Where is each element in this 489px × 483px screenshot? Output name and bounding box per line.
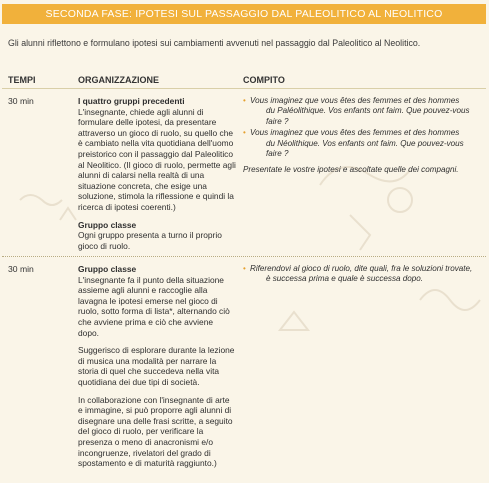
- task-item: [243, 264, 479, 285]
- header-divider: [2, 88, 486, 89]
- org-block: [78, 220, 236, 252]
- column-header-organization: ORGANIZZAZIONE: [78, 75, 159, 85]
- bullet-icon: •: [243, 264, 246, 273]
- task-item-line: du Paléolithique. Vos enfants ont faim. Que pouvez-vous faire ?: [266, 106, 470, 126]
- row-2-organization: [78, 264, 236, 476]
- row-1-task: [243, 96, 479, 176]
- task-item-line: Riferendovi al gioco di ruolo, dite quali, fra le soluzioni trovate,: [250, 264, 473, 273]
- org-block-title: Gruppo classe: [78, 264, 137, 274]
- task-item-line: Vous imaginez que vous êtes des femmes et des hommes: [250, 96, 460, 105]
- row-1-time: 30 min: [8, 96, 34, 106]
- row-2-task: [243, 264, 479, 286]
- task-item-line: du Néolithique. Vos enfants ont faim. Que pouvez-vous faire ?: [266, 138, 464, 159]
- org-block-text: L'insegnante, chiede agli alunni di formulare delle ipotesi, da presentare attraverso un gioco di ruolo, su quello che è cambiato nella vita quotidiana dell'uomo preistorico con il passaggio dal Paleolitico al Neolitico. (Il gioco di ruolo, permette agli alunni di calarsi nella realtà di una situazione concreta, che esige una soluzione, stimola la riflessione e quindi la ricerca di ipotesi coerenti.): [78, 106, 236, 212]
- task-item: [243, 96, 479, 127]
- row-2-time: 30 min: [8, 264, 34, 274]
- org-block-title: I quattro gruppi precedenti: [78, 96, 185, 106]
- org-block-text: In collaborazione con l'insegnante di arte e immagine, si può proporre agli alunni di disegnare una delle frasi scritte, a seguito del gioco di ruolo, per verificare la presenza o meno di anacronismi e/o incongruenze, rivelatori del grado di spostamento e di maturità raggiunto.): [78, 394, 233, 469]
- org-block-title: Gruppo classe: [78, 219, 137, 230]
- section-header: [2, 4, 486, 24]
- row-divider: [2, 256, 486, 257]
- column-header-time: TEMPI: [8, 75, 36, 85]
- column-header-task: COMPITO: [243, 75, 285, 85]
- org-block: [78, 345, 236, 387]
- org-block: [78, 395, 236, 469]
- org-block-text: L'insegnante fa il punto della situazione assieme agli alunni e raccoglie alla lavagna le ipotesi emerse nel gioco di ruolo, sotto forma di lista*, alternando ciò che avviene prima e ciò che avviene dopo.: [78, 274, 230, 338]
- org-block-text: Suggerisco di esplorare durante la lezione di musica una modalità per narrare la storia di quel che succedeva nella vita quotidiana dei due tipi di società.: [78, 345, 235, 387]
- row-1-organization: [78, 96, 236, 258]
- bullet-icon: •: [243, 96, 246, 105]
- task-item-line: Vous imaginez que vous êtes des femmes et des hommes: [250, 128, 460, 138]
- section-title: SECONDA FASE: IPOTESI SUL PASSAGGIO DAL PALEOLITICO AL NEOLITICO: [45, 8, 443, 20]
- intro-text: Gli alunni riflettono e formulano ipotesi sui cambiamenti avvenuti nel passaggio dal Paleolitico al Neolitico.: [8, 38, 421, 48]
- org-block: [78, 264, 236, 338]
- org-block-text: Ogni gruppo presenta a turno il proprio gioco di ruolo.: [78, 230, 222, 251]
- org-block: [78, 96, 236, 213]
- bullet-icon: •: [243, 128, 246, 138]
- task-item-line: è successa prima e quale è successa dopo.: [266, 274, 424, 284]
- task-item: [243, 128, 479, 159]
- task-note: Presentate le vostre ipotesi e ascoltate quelle dei compagni.: [243, 165, 459, 175]
